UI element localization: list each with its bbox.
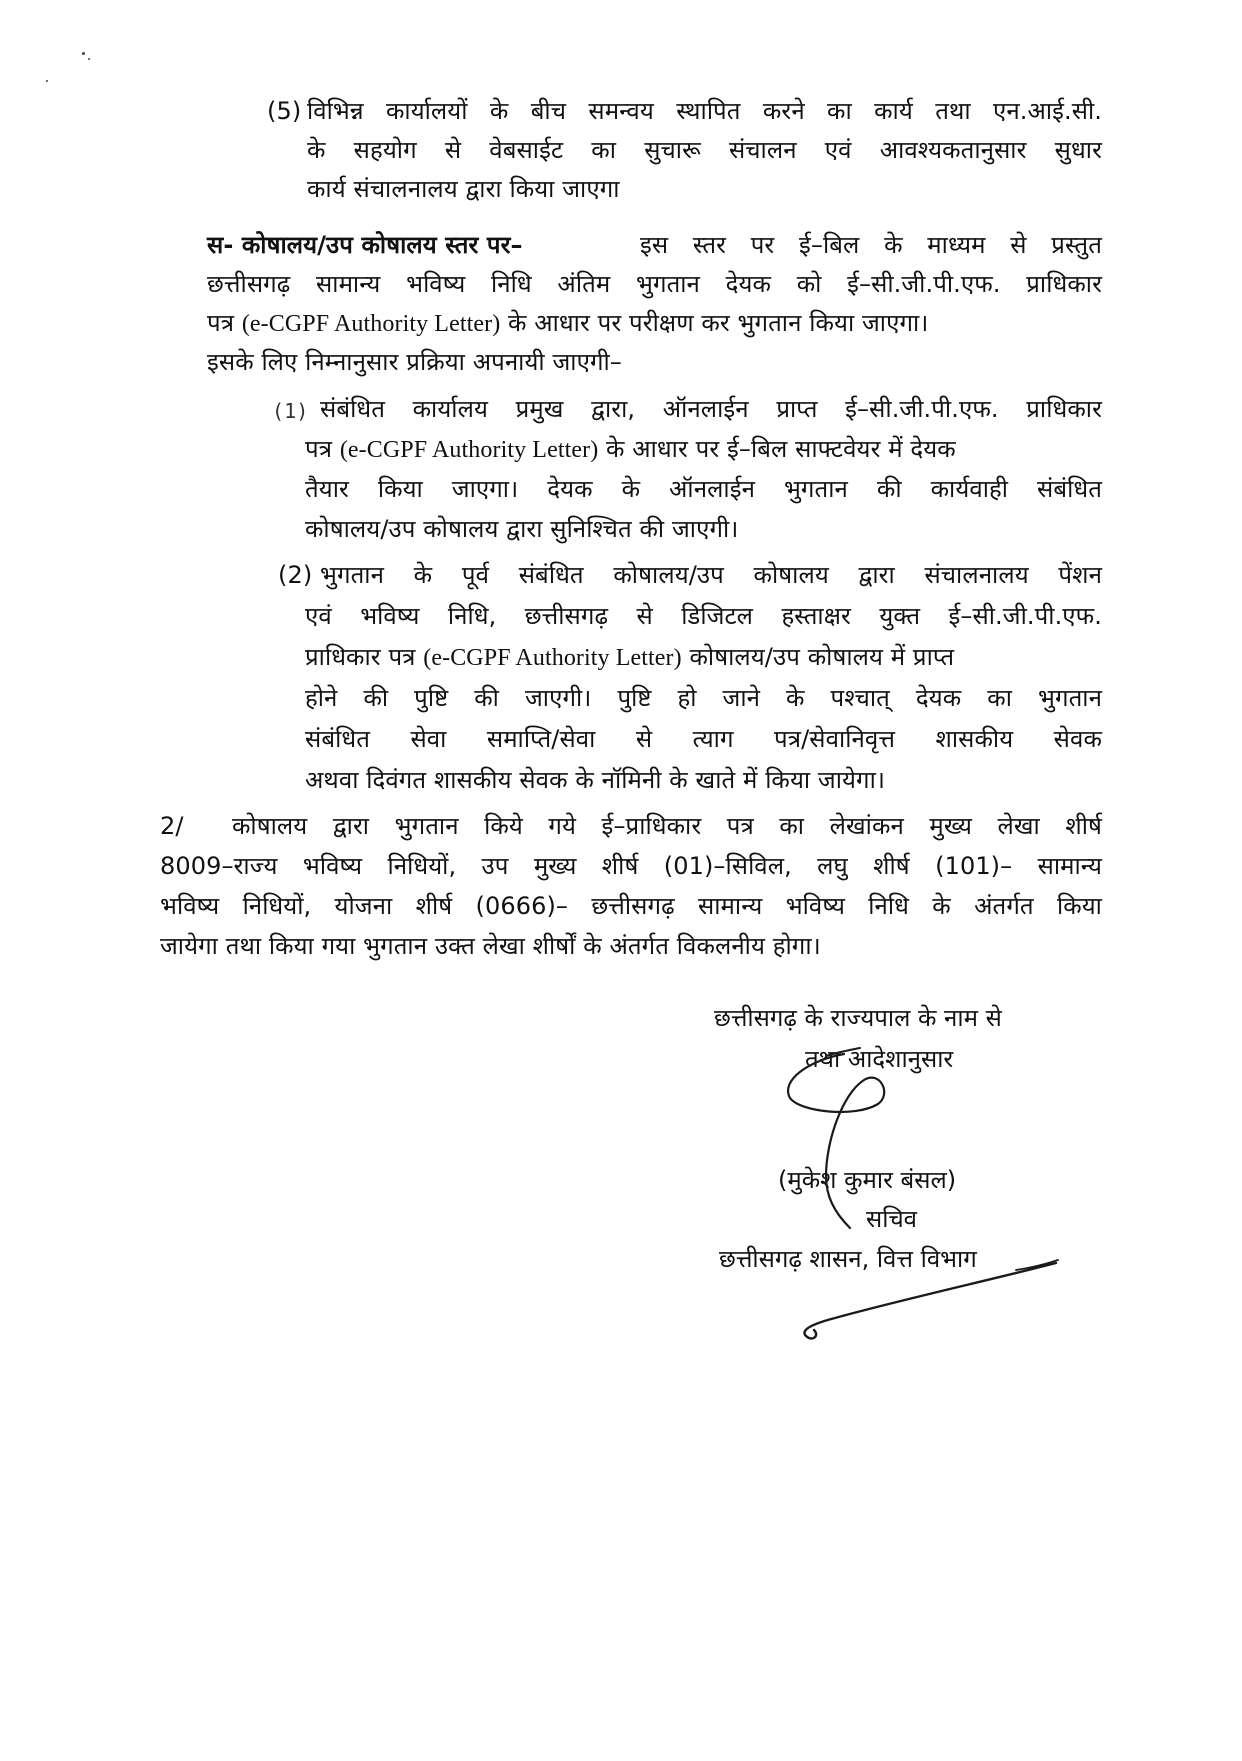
- text-fragment: पत्र: [207, 309, 235, 337]
- english-term: (e-CGPF Authority Letter): [241, 311, 501, 337]
- item-2-line: एवं भविष्य निधि, छत्तीसगढ़ से डिजिटल हस्ताक्षर युक्त ई–सी.जी.पी.एफ.: [305, 602, 1102, 630]
- signatory-department: छत्तीसगढ़ शासन, वित्त विभाग: [719, 1245, 977, 1273]
- scan-speck: [88, 58, 90, 60]
- scan-speck: [82, 52, 85, 55]
- english-term: (e-CGPF Authority Letter): [423, 645, 682, 671]
- item-5-line: के सहयोग से वेबसाईट का सुचारू संचालन एवं आवश्यकतानुसार सुधार: [307, 136, 1102, 164]
- section-s-line: छत्तीसगढ़ सामान्य भविष्य निधि अंतिम भुगतान देयक को ई–सी.जी.पी.एफ. प्राधिकार: [207, 270, 1102, 298]
- text-fragment: कोषालय/उप कोषालय में प्राप्त: [689, 643, 955, 671]
- item-2-line: [305, 638, 1102, 677]
- item-1-line: कोषालय/उप कोषालय द्वारा सुनिश्चित की जाएगी।: [305, 515, 739, 543]
- item-2-line: भुगतान के पूर्व संबंधित कोषालय/उप कोषालय द्वारा संचालनालय पेंशन: [320, 561, 1102, 589]
- text-fragment: प्राधिकार पत्र: [305, 643, 416, 671]
- section-s-line: इस स्तर पर ई–बिल के माध्यम से प्रस्तुत: [640, 231, 1102, 259]
- signatory-designation: सचिव: [866, 1205, 918, 1233]
- para-2-line: कोषालय द्वारा भुगतान किये गये ई–प्राधिकार पत्र का लेखांकन मुख्य लेखा शीर्ष: [232, 812, 1102, 840]
- scan-speck: [46, 80, 48, 82]
- para-2-line: जायेगा तथा किया गया भुगतान उक्त लेखा शीर्षों के अंतर्गत विकलनीय होगा।: [160, 932, 821, 960]
- para-2-line: भविष्य निधियों, योजना शीर्ष (0666)– छत्तीसगढ़ सामान्य भविष्य निधि के अंतर्गत किया: [160, 892, 1102, 920]
- item-2-number: (2): [278, 561, 313, 589]
- signature-order-line: तथा आदेशानुसार: [805, 1045, 954, 1073]
- item-2-line: अथवा दिवंगत शासकीय सेवक के नॉमिनी के खाते में किया जायेगा।: [305, 766, 886, 794]
- item-1-line: संबंधित कार्यालय प्रमुख द्वारा, ऑनलाईन प्राप्त ई–सी.जी.पी.एफ. प्राधिकार: [320, 395, 1102, 423]
- text-fragment: के आधार पर ई–बिल साफ्टवेयर में देयक: [606, 435, 956, 463]
- section-s-line: इसके लिए निम्नानुसार प्रक्रिया अपनायी जाएगी–: [207, 348, 622, 376]
- item-1-number: (1): [272, 399, 309, 423]
- item-5-line: कार्य संचालनालय द्वारा किया जाएगा: [307, 175, 620, 203]
- para-2-number: 2/: [160, 812, 184, 840]
- signatory-name: (मुकेश कुमार बंसल): [778, 1166, 957, 1194]
- section-s-heading: स- कोषालय/उप कोषालय स्तर पर–: [207, 231, 523, 259]
- english-term: (e-CGPF Authority Letter): [339, 437, 599, 463]
- item-2-line: होने की पुष्टि की जाएगी। पुष्टि हो जाने के पश्चात् देयक का भुगतान: [305, 684, 1102, 712]
- item-2-line: संबंधित सेवा समाप्ति/सेवा से त्याग पत्र/सेवानिवृत्त शासकीय सेवक: [305, 725, 1102, 753]
- item-1-line: तैयार किया जाएगा। देयक के ऑनलाईन भुगतान की कार्यवाही संबंधित: [305, 475, 1102, 503]
- item-5-line: विभिन्न कार्यालयों के बीच समन्वय स्थापित करने का कार्य तथा एन.आई.सी.: [307, 97, 1102, 125]
- text-fragment: पत्र: [305, 435, 333, 463]
- text-fragment: के आधार पर परीक्षण कर भुगतान किया जाएगा।: [508, 309, 929, 337]
- item-5-number: (5): [267, 97, 302, 125]
- item-1-line: [305, 430, 1102, 469]
- section-s-line: [207, 304, 1102, 343]
- signature-authority-line: छत्तीसगढ़ के राज्यपाल के नाम से: [714, 1004, 1002, 1032]
- para-2-line: 8009–राज्य भविष्य निधियों, उप मुख्य शीर्ष (01)–सिविल, लघु शीर्ष (101)– सामान्य: [160, 852, 1102, 880]
